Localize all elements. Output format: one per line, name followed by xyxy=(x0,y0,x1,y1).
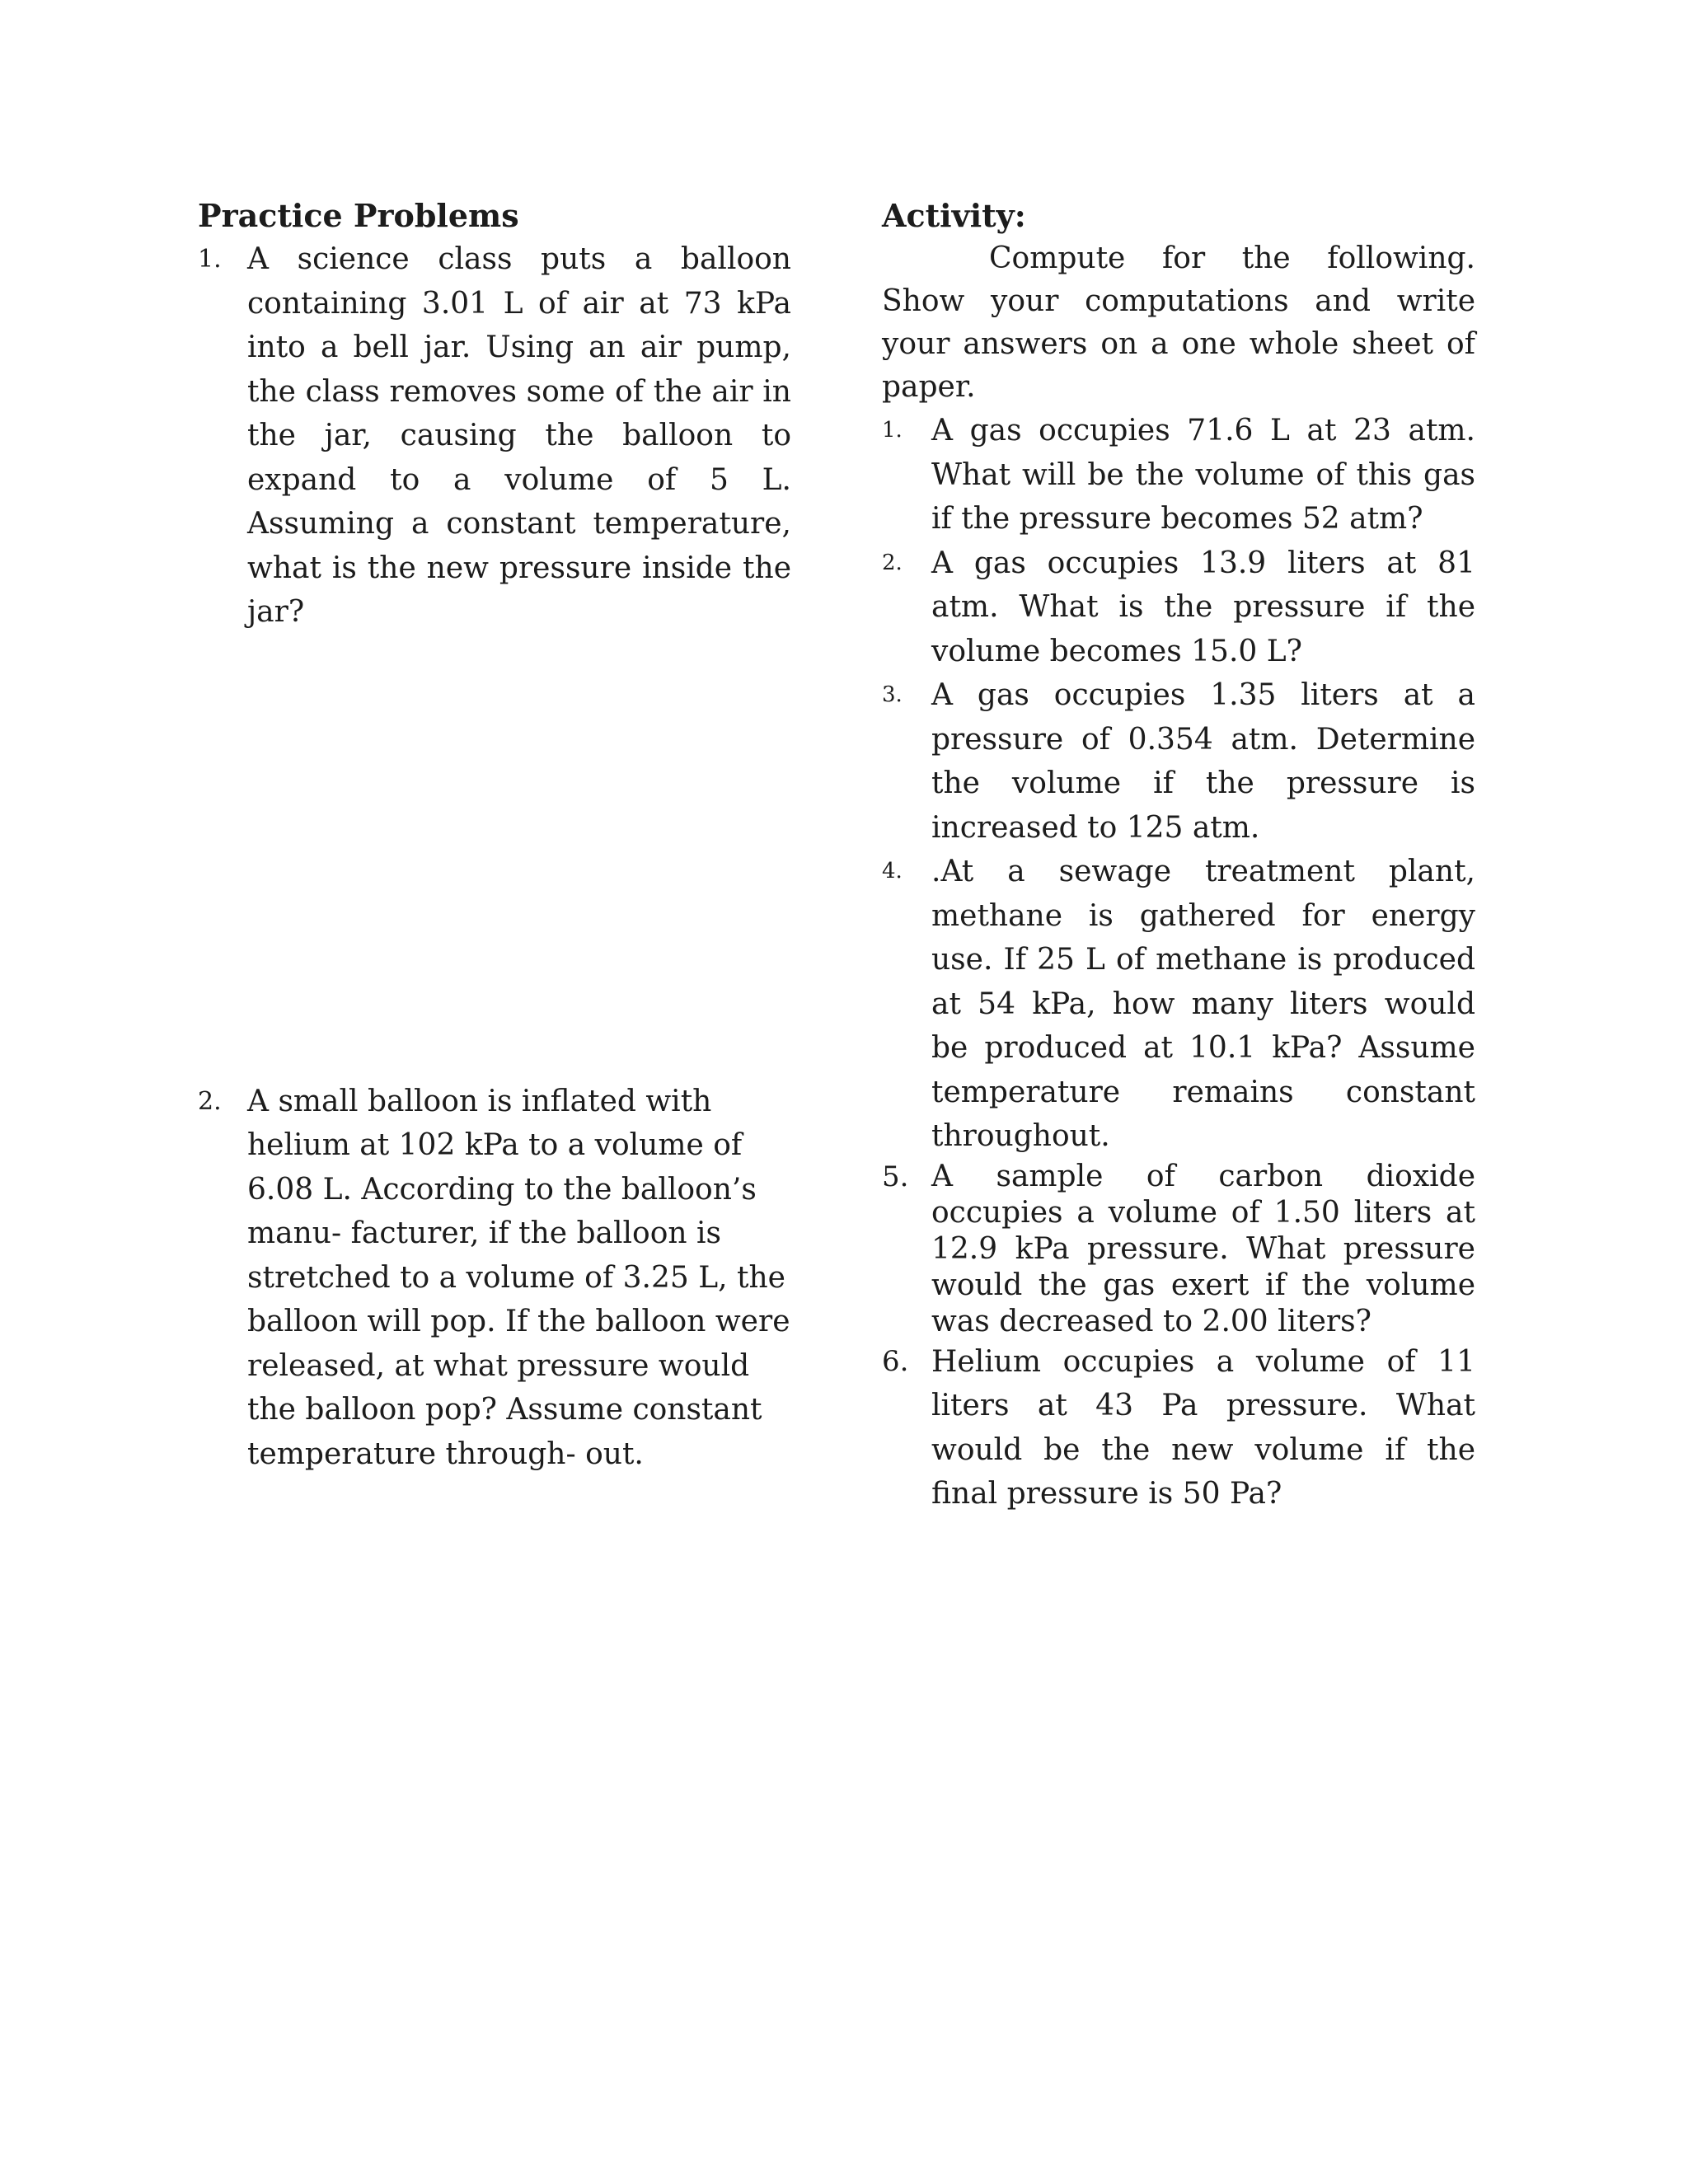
activity-item-2 xyxy=(882,541,1475,674)
item-text: .At a sewage treatment plant, methane is gathered for energy use. If 25 L of methane is produced at 54 kPa, how many liters would be produced at 10.1 kPa? Assume temperature remains constant throughout. xyxy=(931,855,1475,1153)
item-text: A gas occupies 13.9 liters at 81 atm. What is the pressure if the volume becomes 15.0 L? xyxy=(931,546,1475,668)
problem-text: A science class puts a balloon containing 3.01 L of air at 73 kPa into a bell jar. Using an air pump, the class removes some of the air in the jar, causing the balloon to expand to a volume of 5 L. Assuming a constant temperature, what is the new pressure inside the jar? xyxy=(247,242,791,629)
item-number: 3. xyxy=(882,682,903,707)
item-number: 2. xyxy=(882,550,903,575)
activity-instructions: Compute for the following. Show your computations and write your answers on a one whole sheet of paper. xyxy=(882,241,1475,404)
activity-list xyxy=(882,409,1475,1516)
problem-number: 1. xyxy=(198,245,222,274)
item-number: 5. xyxy=(882,1160,909,1193)
item-text: A sample of carbon dioxide occupies a volume of 1.50 liters at 12.9 kPa pressure. What pressure would the gas exert if the volume was decreased to 2.00 liters? xyxy=(931,1159,1475,1338)
item-number: 4. xyxy=(882,859,903,883)
problem-text: A small balloon is inflated with helium at 102 kPa to a volume of 6.08 L. According to the balloon’s manu- facturer, if the balloon is stretched to a volume of 3.25 L, the balloon will pop. If the balloon were released, at what pressure would the balloon pop? Assume constant temperature through- out. xyxy=(247,1084,790,1471)
practice-problems-heading: Practice Problems xyxy=(198,197,519,234)
item-text: A gas occupies 1.35 liters at a pressure of 0.354 atm. Determine the volume if the pressure is increased to 125 atm. xyxy=(931,678,1475,845)
practice-problems-list xyxy=(198,237,791,1476)
item-number: 6. xyxy=(882,1344,909,1378)
practice-problems-column xyxy=(198,194,791,1476)
item-text: Helium occupies a volume of 11 liters at 43 Pa pressure. What would be the new volume if the final pressure is 50 Pa? xyxy=(931,1344,1475,1511)
activity-item-3 xyxy=(882,673,1475,850)
activity-heading: Activity: xyxy=(882,197,1026,234)
item-text: A gas occupies 71.6 L at 23 atm. What will be the volume of this gas if the pressure becomes 52 atm? xyxy=(931,414,1475,536)
activity-item-4 xyxy=(882,850,1475,1159)
activity-item-5 xyxy=(882,1159,1475,1340)
item-number: 1. xyxy=(882,418,903,443)
practice-problem-1 xyxy=(198,237,791,635)
activity-item-6 xyxy=(882,1340,1475,1516)
activity-item-1 xyxy=(882,409,1475,541)
problem-number: 2. xyxy=(198,1086,222,1116)
activity-column xyxy=(882,194,1475,1516)
practice-problem-2 xyxy=(198,1080,791,1477)
